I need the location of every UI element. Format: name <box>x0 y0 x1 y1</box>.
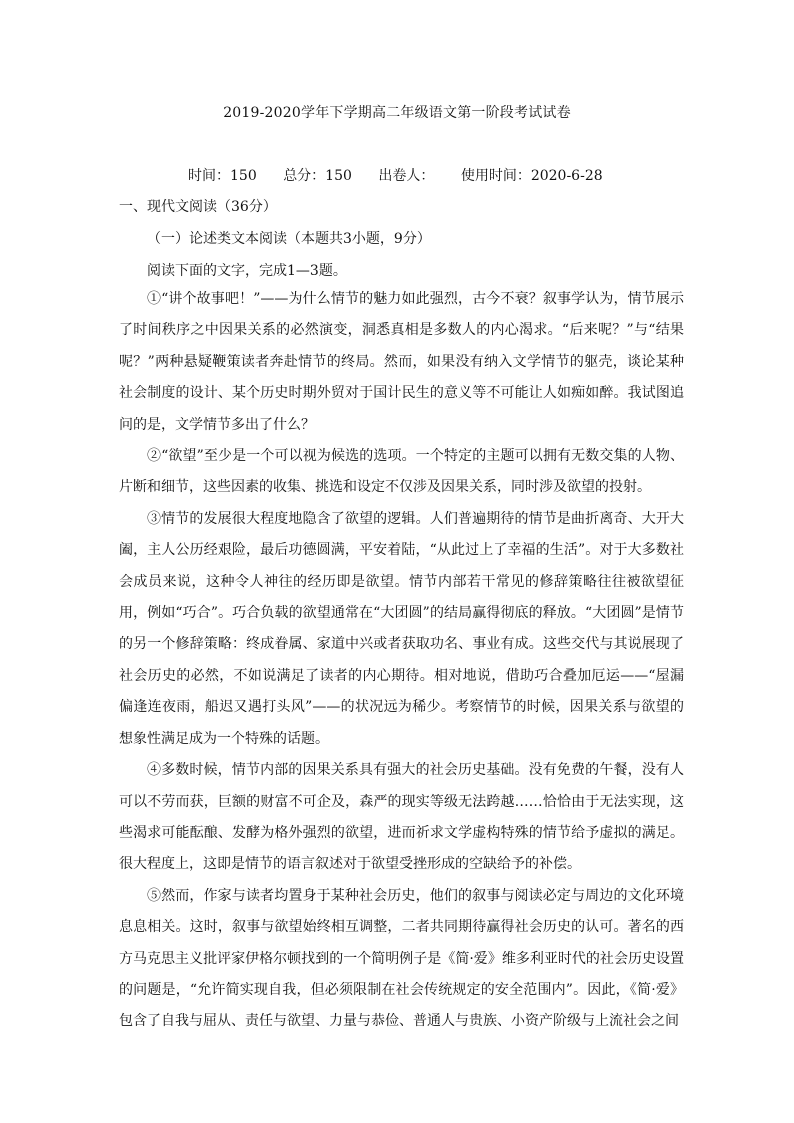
page-title: 2019-2020学年下学期高二年级语文第一阶段考试试卷 <box>223 105 571 121</box>
paragraph-5: ⑤然而，作家与读者均置身于某种社会历史，他们的叙事与阅读必定与周边的文化环境息息相关。这时，叙事与欲望始终相互调整，二者共同期待赢得社会历史的认可。著名的西方马克思主义批评家伊格尔顿找到的一个简明例子是《简·爱》维多利亚时代的社会历史设置的问题是，“允许简实现自我，但必须限制在社会传统规定的安全范围内”。因此，《简·爱》包含了自我与屈从、责任与欲望、力量与恭俭、普通人与贵族、小资产阶级与上流社会之间 <box>119 887 684 1030</box>
paragraph-2: ②“欲望”至少是一个可以视为候选的选项。一个特定的主题可以拥有无数交集的人物、片断和细节，这些因素的收集、挑选和设定不仅涉及因果关系，同时涉及欲望的投射。 <box>119 448 684 496</box>
paragraph-4: ④多数时候，情节内部的因果关系具有强大的社会历史基础。没有免费的午餐，没有人可以不劳而获，巨额的财富不可企及，森严的现实等级无法跨越……恰恰由于无法实现，这些渴求可能酝酿、发酵为格外强烈的欲望，进而祈求文学虚构特殊的情节给予虚拟的满足。很大程度上，这即是情节的语言叙述对于欲望受挫形成的空缺给予的补偿。 <box>119 762 684 873</box>
exam-date: 使用时间：2020-6-28 <box>460 168 603 184</box>
exam-time: 时间：150 <box>188 168 257 184</box>
subsection-heading: （一）论述类文本阅读（本题共3小题，9分） <box>147 231 431 247</box>
passage-body <box>119 284 684 1038</box>
paragraph-3: ③情节的发展很大程度地隐含了欲望的逻辑。人们普遍期待的情节是曲折离奇、大开大阖，主人公历经艰险，最后功德圆满，平安着陆，“从此过上了幸福的生活”。对于大多数社会成员来说，这种令人神往的经历即是欲望。情节内部若干常见的修辞策略往往被欲望征用，例如“巧合”。巧合负载的欲望通常在“大团圆”的结局赢得彻底的释放。“大团圆”是情节的另一个修辞策略：终成眷属、家道中兴或者获取功名、事业有成。这些交代与其说展现了社会历史的必然，不如说满足了读者的内心期待。相对地说，借助巧合叠加厄运——“屋漏偏逢连夜雨，船迟又遇打头风”——的状况远为稀少。考察情节的时候，因果关系与欲望的想象性满足成为一个特殊的话题。 <box>119 510 684 747</box>
exam-meta <box>188 165 603 185</box>
exam-score: 总分：150 <box>283 168 352 184</box>
section-heading: 一、现代文阅读（36分） <box>119 199 277 215</box>
exam-author: 出卷人： <box>378 168 435 184</box>
paragraph-1: ①“讲个故事吧！”——为什么情节的魅力如此强烈，古今不衰？叙事学认为，情节展示了时间秩序之中因果关系的必然演变，洞悉真相是多数人的内心渴求。“后来呢？”与“结果呢？”两种悬疑鞭策读者奔赴情节的终局。然而，如果没有纳入文学情节的躯壳，谈论某种社会制度的设计、某个历史时期外贸对于国计民生的意义等不可能让人如痴如醉。我试图追问的是，文学情节多出了什么？ <box>119 291 684 433</box>
reading-instruction: 阅读下面的文字，完成1—3题。 <box>147 263 347 279</box>
